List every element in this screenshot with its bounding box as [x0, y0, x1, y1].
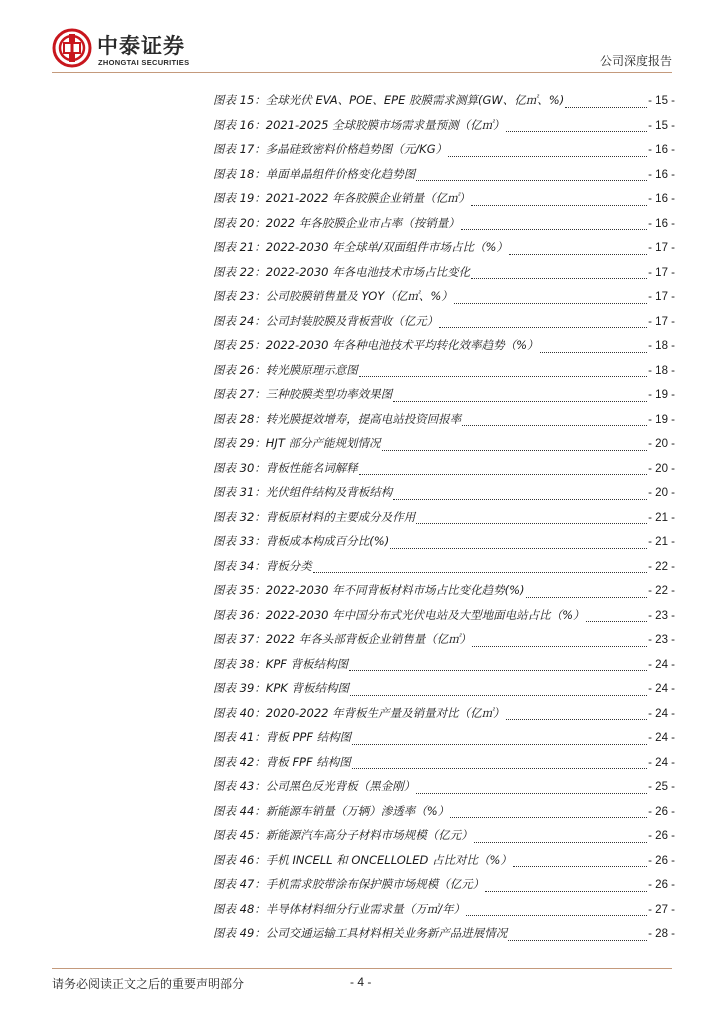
- toc-entry-page: - 25 -: [648, 781, 675, 793]
- toc-dot-leader: [359, 474, 647, 475]
- toc-entry[interactable]: [213, 925, 675, 950]
- toc-dot-leader: [416, 180, 647, 181]
- toc-dot-leader: [382, 450, 648, 451]
- toc-dot-leader: [472, 646, 647, 647]
- toc-entry-title: 图表 26：转光膜原理示意图: [213, 362, 358, 377]
- toc-entry-page: - 16 -: [648, 193, 675, 205]
- toc-dot-leader: [471, 278, 647, 279]
- toc-entry-title: 图表 49：公司交通运输工具材料相关业务新产品进展情况: [213, 926, 508, 940]
- toc-entry[interactable]: [213, 778, 675, 803]
- toc-entry-title: 图表 33：背板成本构成百分比(%): [213, 534, 390, 548]
- toc-dot-leader: [526, 597, 648, 598]
- toc-entry-title: 图表 41：背板 PPF 结构图: [213, 730, 352, 744]
- toc-dot-leader: [350, 695, 647, 696]
- toc-entry-page: - 23 -: [648, 609, 675, 622]
- toc-entry-title: 图表 18：单面单晶组件价格变化趋势图: [213, 166, 416, 181]
- toc-entry-page: - 28 -: [648, 928, 675, 940]
- toc-entry[interactable]: [213, 901, 675, 926]
- toc-dot-leader: [393, 401, 647, 402]
- toc-entry-page: - 17 -: [648, 315, 675, 328]
- toc-entry-title: 图表 29：HJT 部分产能规划情况: [213, 436, 381, 450]
- toc-dot-leader: [506, 719, 648, 720]
- toc-entry[interactable]: [213, 876, 675, 901]
- toc-entry[interactable]: [213, 215, 675, 240]
- toc-entry-page: - 26 -: [648, 805, 675, 818]
- toc-entry[interactable]: [213, 117, 675, 142]
- toc-entry-page: - 24 -: [648, 756, 675, 769]
- footer-divider: [52, 968, 672, 969]
- toc-dot-leader: [485, 891, 647, 892]
- toc-entry-title: 图表 36：2022-2030 年中国分布式光伏电站及大型地面电站占比（%）: [213, 607, 585, 622]
- toc-entry-title: 图表 37：2022 年各头部背板企业销售量（亿㎡）: [213, 632, 472, 646]
- toc-entry-title: 图表 40：2020-2022 年背板生产量及销量对比（亿㎡）: [213, 705, 505, 720]
- toc-entry-page: - 16 -: [648, 168, 675, 181]
- toc-entry-page: - 22 -: [648, 585, 675, 597]
- toc-entry-page: - 24 -: [648, 683, 675, 695]
- toc-entry-page: - 21 -: [648, 536, 675, 548]
- toc-entry[interactable]: [213, 166, 675, 191]
- toc-entry[interactable]: [213, 827, 675, 852]
- toc-entry-title: 图表 35：2022-2030 年不同背板材料市场占比变化趋势(%): [213, 583, 525, 597]
- toc-entry-title: 图表 21：2022-2030 年全球单/双面组件市场占比（%）: [213, 240, 508, 254]
- table-of-figures: [213, 92, 675, 950]
- toc-entry[interactable]: [213, 509, 675, 534]
- toc-entry[interactable]: [213, 754, 675, 779]
- zhongtai-logo-icon: [52, 28, 92, 68]
- toc-entry-title: 图表 44：新能源车销量（万辆）渗透率（%）: [213, 803, 450, 818]
- toc-entry[interactable]: [213, 239, 675, 264]
- toc-entry-page: - 27 -: [648, 903, 675, 916]
- toc-entry[interactable]: [213, 582, 675, 607]
- toc-entry[interactable]: [213, 362, 675, 387]
- toc-entry-page: - 19 -: [648, 413, 675, 426]
- toc-dot-leader: [513, 866, 647, 867]
- toc-entry-page: - 15 -: [648, 95, 675, 107]
- toc-dot-leader: [586, 621, 648, 622]
- toc-entry[interactable]: [213, 680, 675, 705]
- toc-dot-leader: [506, 131, 648, 132]
- toc-entry[interactable]: [213, 337, 675, 362]
- toc-dot-leader: [390, 548, 647, 549]
- toc-dot-leader: [313, 572, 647, 573]
- toc-entry-page: - 15 -: [648, 119, 675, 132]
- report-type-label: 公司深度报告: [599, 54, 672, 68]
- toc-entry-page: - 26 -: [648, 854, 675, 867]
- toc-entry[interactable]: [213, 92, 675, 117]
- toc-dot-leader: [565, 107, 647, 108]
- toc-entry-title: 图表 28：转光膜提效增寿，提高电站投资回报率: [213, 411, 462, 426]
- toc-entry[interactable]: [213, 533, 675, 558]
- toc-dot-leader: [462, 425, 647, 426]
- toc-entry-title: 图表 38：KPF 背板结构图: [213, 656, 349, 671]
- toc-entry-page: - 20 -: [648, 487, 675, 499]
- toc-entry-title: 图表 22：2022-2030 年各电池技术市场占比变化: [213, 264, 471, 279]
- toc-entry-title: 图表 19：2021-2022 年各胶膜企业销量（亿㎡）: [213, 191, 471, 205]
- toc-dot-leader: [509, 254, 647, 255]
- page-header: [0, 0, 724, 80]
- toc-entry-title: 图表 24：公司封装胶膜及背板营收（亿元）: [213, 313, 439, 328]
- toc-entry-title: 图表 17：多晶硅致密料价格趋势图（元/KG）: [213, 142, 448, 156]
- toc-entry[interactable]: [213, 411, 675, 436]
- toc-dot-leader: [349, 670, 647, 671]
- logo-english-text: ZHONGTAI SECURITIES: [98, 58, 190, 67]
- logo-chinese-text: 中泰证券: [97, 34, 185, 58]
- toc-entry[interactable]: [213, 435, 675, 460]
- toc-dot-leader: [474, 842, 647, 843]
- toc-entry[interactable]: [213, 705, 675, 730]
- toc-entry[interactable]: [213, 288, 675, 313]
- toc-entry-page: - 16 -: [648, 144, 675, 156]
- toc-entry-title: 图表 30：背板性能名词解释: [213, 460, 358, 475]
- toc-entry-page: - 22 -: [648, 560, 675, 573]
- header-divider: [52, 72, 672, 73]
- toc-entry-title: 图表 27：三种胶膜类型功率效果图: [213, 387, 393, 401]
- toc-entry[interactable]: [213, 852, 675, 877]
- toc-entry-page: - 24 -: [648, 707, 675, 720]
- toc-entry-page: - 26 -: [648, 879, 675, 891]
- toc-entry-title: 图表 32：背板原材料的主要成分及作用: [213, 509, 416, 524]
- toc-entry[interactable]: [213, 484, 675, 509]
- toc-dot-leader: [416, 793, 647, 794]
- toc-entry-title: 图表 46：手机 INCELL 和 ONCELLOLED 占比对比（%）: [213, 852, 512, 867]
- toc-entry-page: - 24 -: [648, 732, 675, 744]
- toc-entry-title: 图表 16：2021-2025 全球胶膜市场需求量预测（亿㎡）: [213, 117, 505, 132]
- toc-entry[interactable]: [213, 264, 675, 289]
- toc-entry-title: 图表 43：公司黑色反光背板（黑金刚）: [213, 779, 416, 793]
- toc-entry-title: 图表 31：光伏组件结构及背板结构: [213, 485, 393, 499]
- page-number: - 4 -: [350, 975, 372, 989]
- toc-entry-page: - 20 -: [648, 462, 675, 475]
- toc-dot-leader: [359, 376, 647, 377]
- toc-entry-page: - 20 -: [648, 438, 675, 450]
- toc-entry-page: - 18 -: [648, 340, 675, 352]
- toc-entry-title: 图表 47：手机需求胶带涂布保护膜市场规模（亿元）: [213, 877, 485, 891]
- toc-entry-page: - 17 -: [648, 291, 675, 303]
- toc-entry[interactable]: [213, 656, 675, 681]
- toc-dot-leader: [352, 768, 647, 769]
- toc-dot-leader: [466, 915, 647, 916]
- toc-entry[interactable]: [213, 729, 675, 754]
- toc-entry[interactable]: [213, 141, 675, 166]
- toc-entry[interactable]: [213, 607, 675, 632]
- toc-entry-title: 图表 15：全球光伏 EVA、POE、EPE 胶膜需求测算(GW、亿㎡、%): [213, 93, 565, 107]
- footer-disclaimer: 请务必阅读正文之后的重要声明部分: [52, 977, 245, 991]
- toc-entry[interactable]: [213, 386, 675, 411]
- toc-entry-page: - 21 -: [648, 511, 675, 524]
- toc-dot-leader: [439, 327, 647, 328]
- toc-dot-leader: [448, 156, 647, 157]
- toc-entry[interactable]: [213, 460, 675, 485]
- toc-dot-leader: [471, 205, 647, 206]
- toc-entry-title: 图表 20：2022 年各胶膜企业市占率（按销量）: [213, 215, 460, 230]
- toc-entry-title: 图表 34：背板分类: [213, 558, 312, 573]
- toc-entry-title: 图表 39：KPK 背板结构图: [213, 681, 349, 695]
- toc-entry[interactable]: [213, 313, 675, 338]
- toc-entry-title: 图表 48：半导体材料细分行业需求量（万㎡/年）: [213, 901, 466, 916]
- toc-dot-leader: [461, 229, 647, 230]
- toc-entry-page: - 17 -: [648, 266, 675, 279]
- toc-dot-leader: [454, 303, 647, 304]
- toc-entry-title: 图表 23：公司胶膜销售量及 YOY（亿㎡、%）: [213, 289, 453, 303]
- toc-dot-leader: [540, 352, 648, 353]
- toc-entry-page: - 26 -: [648, 830, 675, 842]
- toc-entry-page: - 17 -: [648, 242, 675, 254]
- toc-entry-title: 图表 42：背板 FPF 结构图: [213, 754, 351, 769]
- toc-entry[interactable]: [213, 558, 675, 583]
- toc-dot-leader: [450, 817, 647, 818]
- toc-dot-leader: [508, 940, 647, 941]
- toc-entry-page: - 16 -: [648, 217, 675, 230]
- toc-dot-leader: [352, 744, 647, 745]
- toc-dot-leader: [393, 499, 647, 500]
- toc-entry[interactable]: [213, 631, 675, 656]
- toc-dot-leader: [416, 523, 647, 524]
- toc-entry-page: - 19 -: [648, 389, 675, 401]
- toc-entry[interactable]: [213, 190, 675, 215]
- toc-entry-page: - 18 -: [648, 364, 675, 377]
- toc-entry-title: 图表 25：2022-2030 年各种电池技术平均转化效率趋势（%）: [213, 338, 539, 352]
- toc-entry-title: 图表 45：新能源汽车高分子材料市场规模（亿元）: [213, 828, 473, 842]
- toc-entry-page: - 23 -: [648, 634, 675, 646]
- toc-entry[interactable]: [213, 803, 675, 828]
- company-logo: [52, 28, 242, 72]
- toc-entry-page: - 24 -: [648, 658, 675, 671]
